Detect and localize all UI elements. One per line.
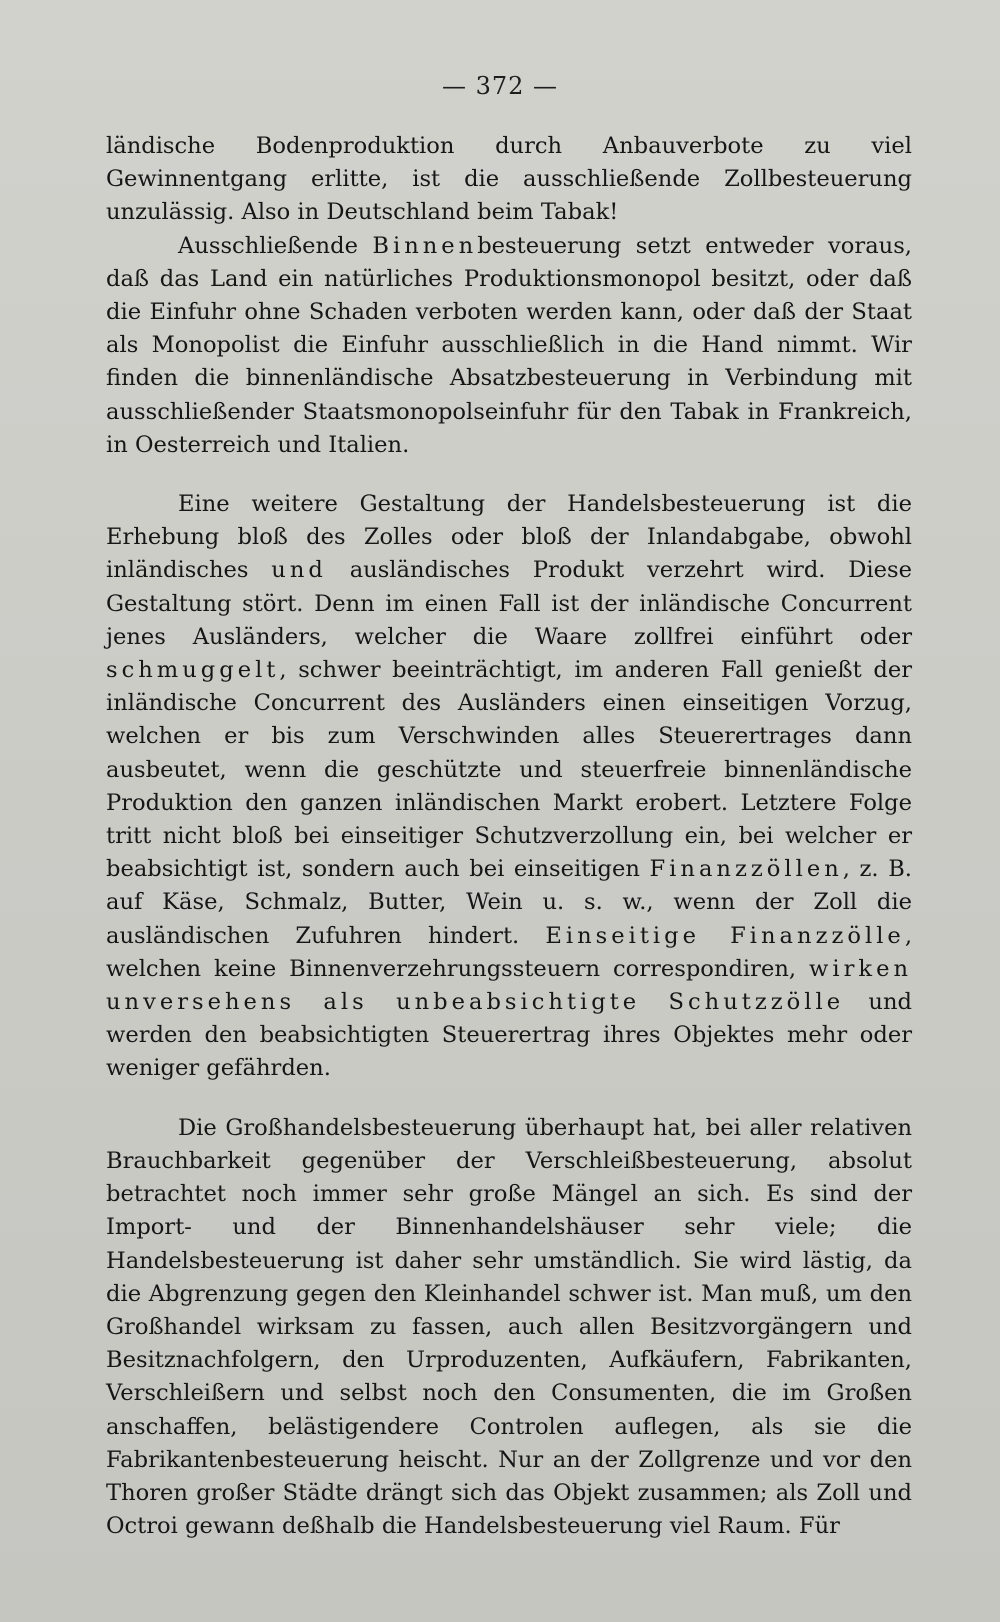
text-segment: ausländisches Produkt verzehrt wird. Diese Gestaltung stört. Denn im einen Fall ist der inländische Concurrent jenes Ausländers, welcher die Waare zollfrei einführt oder [106, 557, 912, 650]
paragraph-1: ländische Bodenproduktion durch Anbauverbote zu viel Gewinnentgang erlitte, ist die ausschließende Zollbesteuerung unzulässig. Also in Deutschland beim Tabak! [106, 133, 912, 226]
emphasized-text: Finanzzöllen [649, 856, 843, 883]
text-segment: besteuerung setzt entweder voraus, daß das Land ein natürliches Produktionsmonopol besitzt, oder daß die Einfuhr ohne Schaden verboten werden kann, oder daß der Staat als Monopolist die Einfuhr ausschließlich in die Hand nimmt. Wir finden die binnenländische Absatzbesteuerung in Verbindung mit ausschließender Staatsmonopolseinfuhr für den Tabak in Frankreich, in Oesterreich und Italien. [106, 232, 912, 458]
text-segment: Eine weitere Gestaltung der Handelsbesteuerung ist die Erhebung bloß des Zolles oder bloß der Inlandabgabe, obwohl inländisches [106, 491, 912, 584]
paragraph-2 [106, 230, 912, 462]
emphasized-text: wirken unversehens als unbeabsichtigte Schutzzölle [106, 955, 912, 1016]
text-segment: Ausschließende [178, 232, 373, 259]
page-number: — 372 — [441, 72, 559, 100]
emphasized-text: schmuggelt [106, 657, 280, 684]
text-segment: , z. B. auf Käse, Schmalz, Butter, Wein u. s. w., wenn der Zoll die ausländischen Zufuhren hindert. [106, 856, 912, 949]
text-segment: und werden den beabsichtigten Steuerertrag ihres Objektes mehr oder weniger gefährden. [106, 989, 912, 1082]
text-segment: , schwer beeinträchtigt, im anderen Fall genießt der inländische Concurrent des Ausländers einen einseitigen Vorzug, welchen er bis zum Verschwinden alles Steuerertrages dann ausbeutet, wenn die geschützte und steuerfreie binnenländische Produktion den ganzen inländischen Markt erobert. Letztere Folge tritt nicht bloß bei einseitiger Schutzverzollung ein, bei welcher er beabsichtigt ist, sondern auch bei einseitigen [106, 657, 912, 883]
emphasized-text: Einseitige Finanzzölle [545, 922, 905, 949]
paragraph-3 [106, 488, 912, 1086]
paragraph-4: Die Großhandelsbesteuerung überhaupt hat, bei aller relativen Brauchbarkeit gegenüber der Verschleißbesteuerung, absolut betrachtet noch immer sehr große Mängel an sich. Es sind der Import- und der Binnenhandelshäuser sehr viele; die Handelsbesteuerung ist daher sehr umständlich. Sie wird lästig, da die Abgrenzung gegen den Kleinhandel schwer ist. Man muß, um den Großhandel wirksam zu fassen, auch allen Besitzvorgängern und Besitznachfolgern, den Urproduzenten, Aufkäufern, Fabrikanten, Verschleißern und selbst noch den Consumenten, die im Großen anschaffen, belästigendere Controlen auflegen, als sie die Fabrikantenbesteuerung heischt. Nur an der Zollgrenze und vor den Thoren großer Städte drängt sich das Objekt zusammen; als Zoll und Octroi gewann deßhalb die Handelsbesteuerung viel Raum. Für [106, 1114, 912, 1540]
text-segment: , welchen keine Binnenverzehrungssteuern correspondiren, [106, 922, 912, 982]
emphasized-text: Binnen [372, 232, 478, 259]
body-text [106, 130, 912, 1543]
emphasized-text: und [271, 557, 327, 584]
